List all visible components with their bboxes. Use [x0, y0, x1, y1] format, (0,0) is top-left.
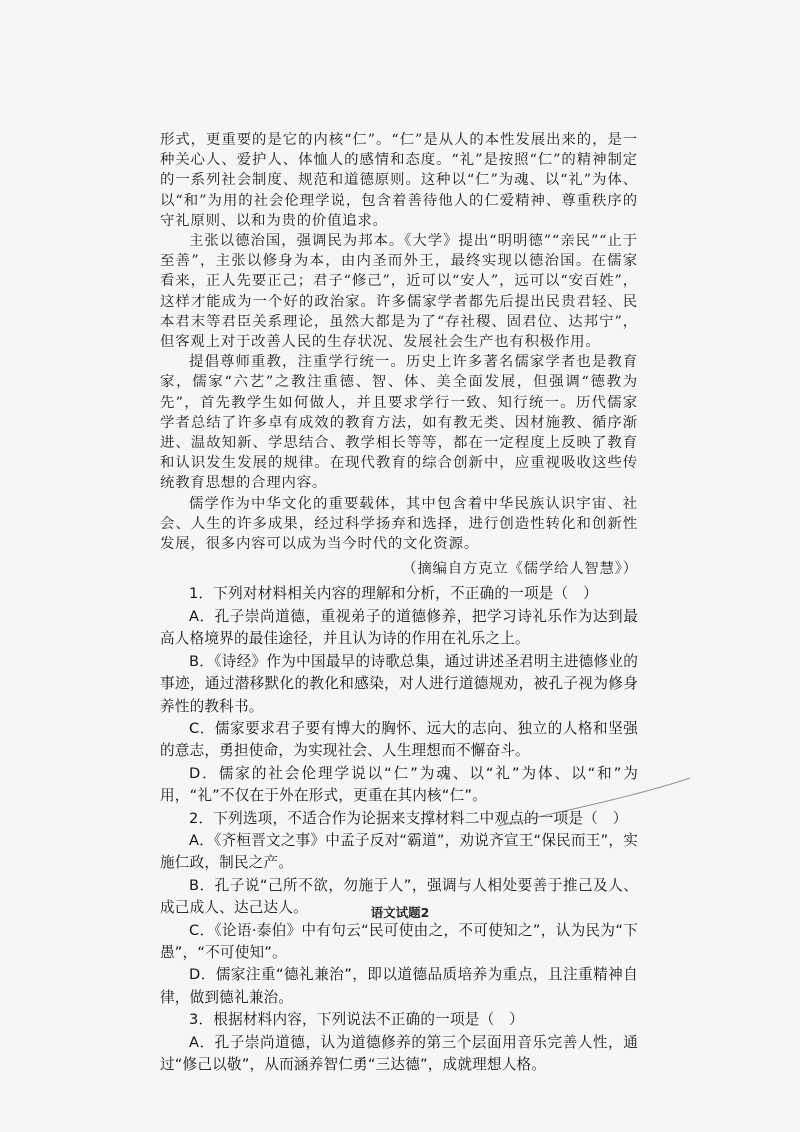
passage-paragraph-3: 提倡尊师重教，注重学行统一。历史上许多著名儒家学者也是教育家，儒家“六艺”之教注重德、智、体、美全面发展，但强调“德教为先”，首先教学生如何做人，并且要求学行一致、知行统一。历代儒家学者总结了许多卓有成效的教育方法，如有教无类、因材施教、循序渐进、温故知新、学思结合、教学相长等等，都在一定程度上反映了教育和认识发生发展的规律。在现代教育的综合创新中，应重视吸收这些传统教育思想的合理内容。	[160, 354, 638, 492]
question-1-option-d: D．儒家的社会伦理学说以“仁”为魂、以“礼”为体、以“和”为用，“礼”不仅在于外在形式，更重在其内核“仁”。	[160, 764, 638, 805]
question-1-option-b: B．《诗经》作为中国最早的诗歌总集，通过讲述圣君明主进德修业的事迹，通过潜移默化的教化和感染，对人进行道德规劝，被孔子视为修身养性的教科书。	[160, 652, 638, 715]
passage-paragraph-2: 主张以德治国，强调民为邦本。《大学》提出“明明德”“亲民”“止于至善”，主张以修身为本，由内圣而外王，最终实现以德治国。在儒家看来，正人先要正己；君子“修己”，近可以“安人”，远可以“安百姓”，这样才能成为一个好的政治家。许多儒家学者都先后提出民贵君轻、民本君末等君臣关系理论，虽然大都是为了“存社稷、固君位、达邦宁”，但客观上对于改善人民的生存状况、发展社会生产也有积极作用。	[160, 233, 638, 351]
question-2-stem: 2．下列选项，不适合作为论据来支撑材料二中观点的一项是（ ）	[189, 809, 628, 827]
question-1-option-a: A．孔子崇尚道德，重视弟子的道德修养，把学习诗礼乐作为达到最高人格境界的最佳途径，并且认为诗的作用在礼乐之上。	[160, 607, 638, 648]
question-2-option-c: C．《论语·泰伯》中有句云“民可使由之，不可使知之”，认为民为“下愚”，“不可使知”。	[160, 921, 638, 961]
page-footer: 语文试题2	[370, 905, 430, 920]
question-1-stem: 1．下列对材料相关内容的理解和分析，不正确的一项是（ ）	[189, 585, 598, 603]
question-2-option-a: A．《齐桓晋文之事》中孟子反对“霸道”，劝说齐宣王“保民而王”，实施仁政，制民之产。	[160, 831, 638, 872]
question-2-option-d: D．儒家注重“德礼兼治”，即以道德品质培养为重点，且注重精神自律，做到德礼兼治。	[160, 966, 638, 1006]
question-2-option-b: B．孔子说“己所不欲，勿施于人”，强调与人相处要善于推己及人、成己成人、达己达人。	[160, 876, 638, 917]
passage-source: （摘编自方克立《儒学给人智慧》）	[402, 561, 638, 578]
question-3-stem: 3．根据材料内容，下列说法不正确的一项是（ ）	[189, 1011, 524, 1029]
question-1-option-c: C．儒家要求君子要有博大的胸怀、远大的志向、独立的人格和坚强的意志，勇担使命，为实现社会、人生理想而不懈奋斗。	[160, 719, 638, 760]
passage-paragraph-1: 形式，更重要的是它的内核“仁”。“仁”是从人的本性发展出来的，是一种关心人、爱护人、体恤人的感情和态度。“礼”是按照“仁”的精神制定的一系列社会制度、规范和道德原则。这种以“仁”为魂、以“礼”为体、以“和”为用的社会伦理学说，包含着善待他人的仁爱精神、尊重秩序的守礼原则、以和为贵的价值追求。	[160, 132, 638, 229]
question-3-option-a: A．孔子崇尚道德，认为道德修养的第三个层面用音乐完善人性，通过“修己以敬”，从而涵养智仁勇“三达德”，成就理想人格。	[160, 1033, 638, 1073]
passage-paragraph-4: 儒学作为中华文化的重要载体，其中包含着中华民族认识宇宙、社会、人生的许多成果，经过科学扬弃和选择，进行创造性转化和创新性发展，很多内容可以成为当今时代的文化资源。	[160, 495, 638, 553]
